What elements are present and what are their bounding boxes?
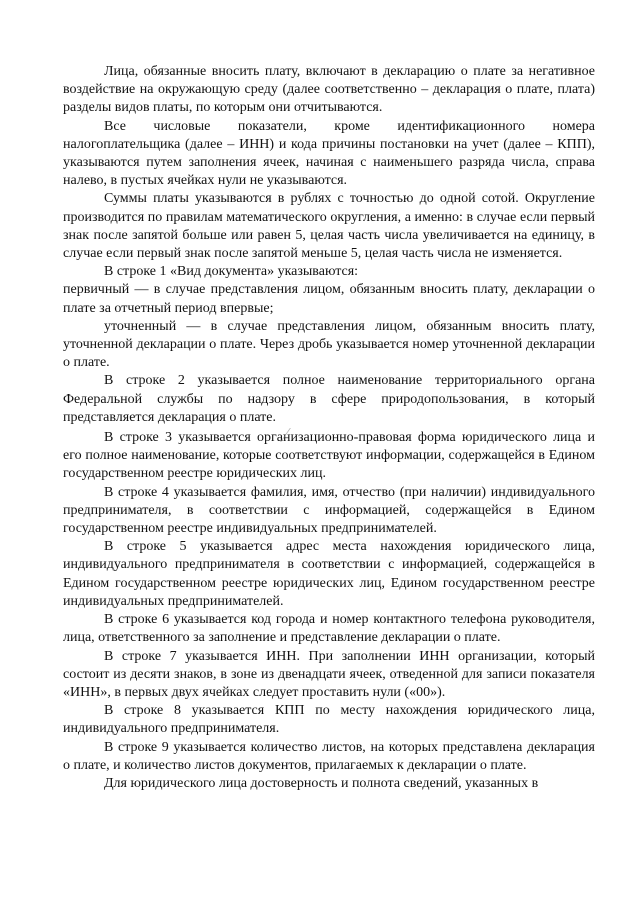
paragraph-rounding-rules: Суммы платы указываются в рублях с точностью до одной сотой. Округление производится по правилам математического округления, а именно: в случае если первый знак после запятой больше или равен 5, целая часть числа увеличивается на единицу, в случае если первый знак после запятой меньше 5, целая часть числа не изменяется. [63,191,595,262]
paragraph-legal-entity-reliability: Для юридического лица достоверность и полнота сведений, указанных в [104,775,539,791]
paragraph-corrected-declaration: уточненный — в случае представления лицом, обязанным вносить плату, уточненной декларации о плате. Через дробь указывается номер уточненной декларации о плате. [63,318,595,371]
paragraph-line-7: В строке 7 указывается ИНН. При заполнении ИНН организации, который состоит из десяти знаков, в зоне из двенадцати ячеек, отведенной для записи показателя «ИНН», в первых двух ячейках следует проставить нули («00»). [63,648,595,700]
paragraph-line-1-document-type: В строке 1 «Вид документа» указываются: [104,264,359,280]
paragraph-line-2: В строке 2 указывается полное наименование территориального органа Федеральной службы по надзору в сфере природопользования, в который представляется декларация о плате. [63,373,595,425]
paragraph-primary-declaration: первичный — в случае представления лицом, обязанным вносить плату, декларации о плате за отчетный период впервые; [63,282,595,316]
paragraph-line-5: В строке 5 указывается адрес места нахождения юридического лица, индивидуального предпринимателя в соответствии с информацией, содержащейся в Едином государственном реестре юридических лиц, Едином государственном реестре индивидуальных предпринимателей. [63,539,595,609]
paragraph-payers-include-sections: Лица, обязанные вносить плату, включают в декларацию о плате за негативное воздействие на окружающую среду (далее соответственно – декларация о плате, плата) разделы видов платы, по которым они отчитываются. [63,64,595,116]
paragraph-line-8: В строке 8 указывается КПП по месту нахождения юридического лица, индивидуального предпринимателя. [63,703,595,737]
paragraph-line-3: В строке 3 указывается организационно-правовая форма юридического лица и его полное наименование, которые соответствуют информации, содержащейся в Едином государственном реестре юридических лиц. [63,430,595,482]
paragraph-line-4: В строке 4 указывается фамилия, имя, отчество (при наличии) индивидуального предпринимателя, в соответствии с информацией, содержащейся в Едином государственном реестре индивидуальных предпринимателей. [63,484,595,537]
paragraph-numeric-indicators: Все числовые показатели, кроме идентификационного номера налогоплательщика (далее – ИНН) и кода причины постановки на учет (далее – КПП), указываются путем заполнения ячеек, начиная с наименьшего разряда числа, справа налево, в пустых ячейках нули не указываются. [63,118,595,189]
paragraph-line-9: В строке 9 указывается количество листов, на которых представлена декларация о плате, и количество листов документов, прилагаемых к декларации о плате. [63,739,595,773]
paragraph-line-6: В строке 6 указывается код города и номер контактного телефона руководителя, лица, ответственного за заполнение и представление декларации о плате. [63,612,595,646]
document-body [63,63,595,793]
